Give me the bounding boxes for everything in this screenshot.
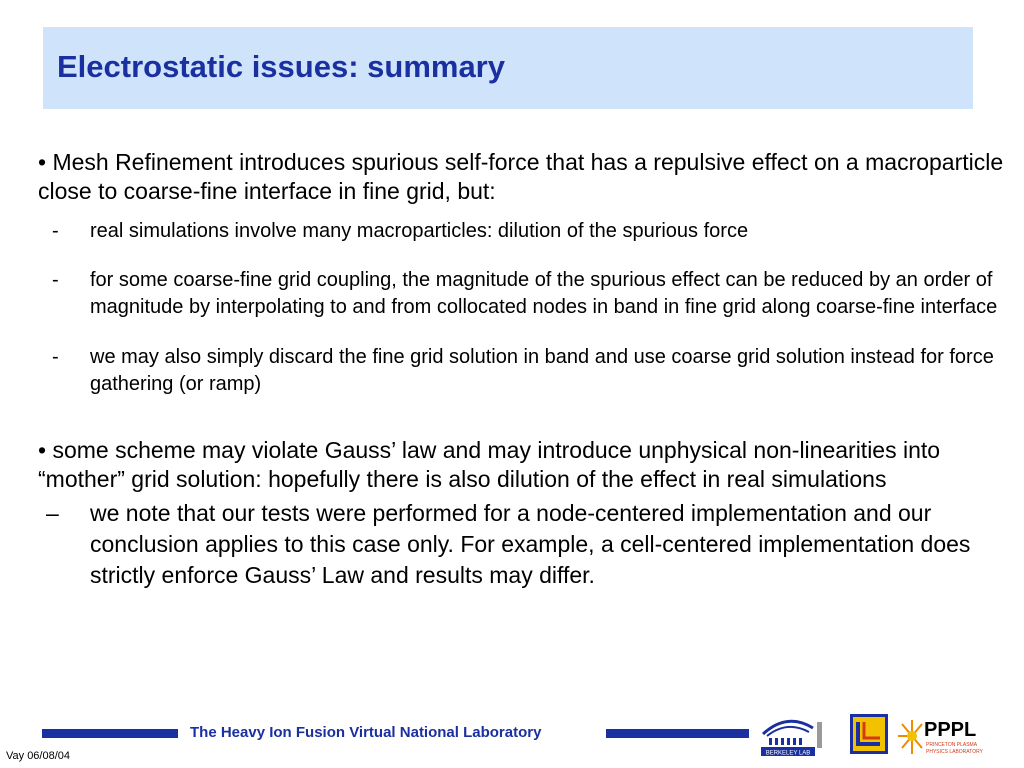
- list-marker: -: [52, 269, 59, 291]
- bullet-mesh-refinement: • Mesh Refinement introduces spurious self-force that has a repulsive effect on a macroparticle close to coarse-fine interface in fine grid, but:: [38, 149, 1004, 204]
- list-item-text: real simulations involve many macroparticles: dilution of the spurious force: [90, 220, 749, 242]
- list-marker: -: [52, 346, 59, 368]
- list-marker: –: [46, 500, 59, 526]
- berkeley-lab-label: BERKELEY LAB: [765, 750, 811, 757]
- list-item-text: we note that our tests were performed for a node-centered implementation and our conclusion applies to this case only. For example, a cell-centered implementation does strictly enforce Gauss’ Law and results may differ.: [90, 500, 971, 588]
- bullet1-sublist: [38, 218, 1008, 398]
- berkeley-lab-logo: [757, 710, 829, 760]
- list-item-text: for some coarse-fine grid coupling, the magnitude of the spurious effect can be reduced by an order of magnitude by interpolating to and from collocated nodes in band in fine grid along coarse-fine interface: [90, 269, 998, 318]
- pppl-label: PPPL: [924, 719, 977, 741]
- title-banner: [43, 27, 973, 109]
- list-item-text: we may also simply discard the fine grid solution in band and use coarse grid solution instead for force gathering (or ramp): [90, 346, 994, 395]
- pppl-sublabel-2: PHYSICS LABORATORY: [926, 749, 983, 755]
- footer-date: Vay 06/08/04: [6, 750, 71, 762]
- list-item: [38, 267, 1008, 321]
- list-item: [38, 344, 1008, 398]
- pppl-logo: [896, 714, 988, 758]
- slide-title: Electrostatic issues: summary: [57, 49, 505, 84]
- footer-lab-name: The Heavy Ion Fusion Virtual National Laboratory: [190, 724, 542, 741]
- llnl-logo: [850, 714, 888, 754]
- bullet2-sublist: [38, 498, 1008, 591]
- list-item: [38, 218, 1008, 245]
- footer-bar-right: [606, 729, 749, 738]
- list-item: [38, 498, 1008, 591]
- pppl-sublabel: PRINCETON PLASMA: [926, 742, 978, 748]
- slide-content: [38, 148, 1008, 591]
- footer-bar-left: [42, 729, 178, 738]
- list-marker: -: [52, 220, 59, 242]
- bullet-gauss-law: • some scheme may violate Gauss’ law and may introduce unphysical non-linearities into “mother” grid solution: hopefully there is also dilution of the effect in real simulations: [38, 437, 941, 492]
